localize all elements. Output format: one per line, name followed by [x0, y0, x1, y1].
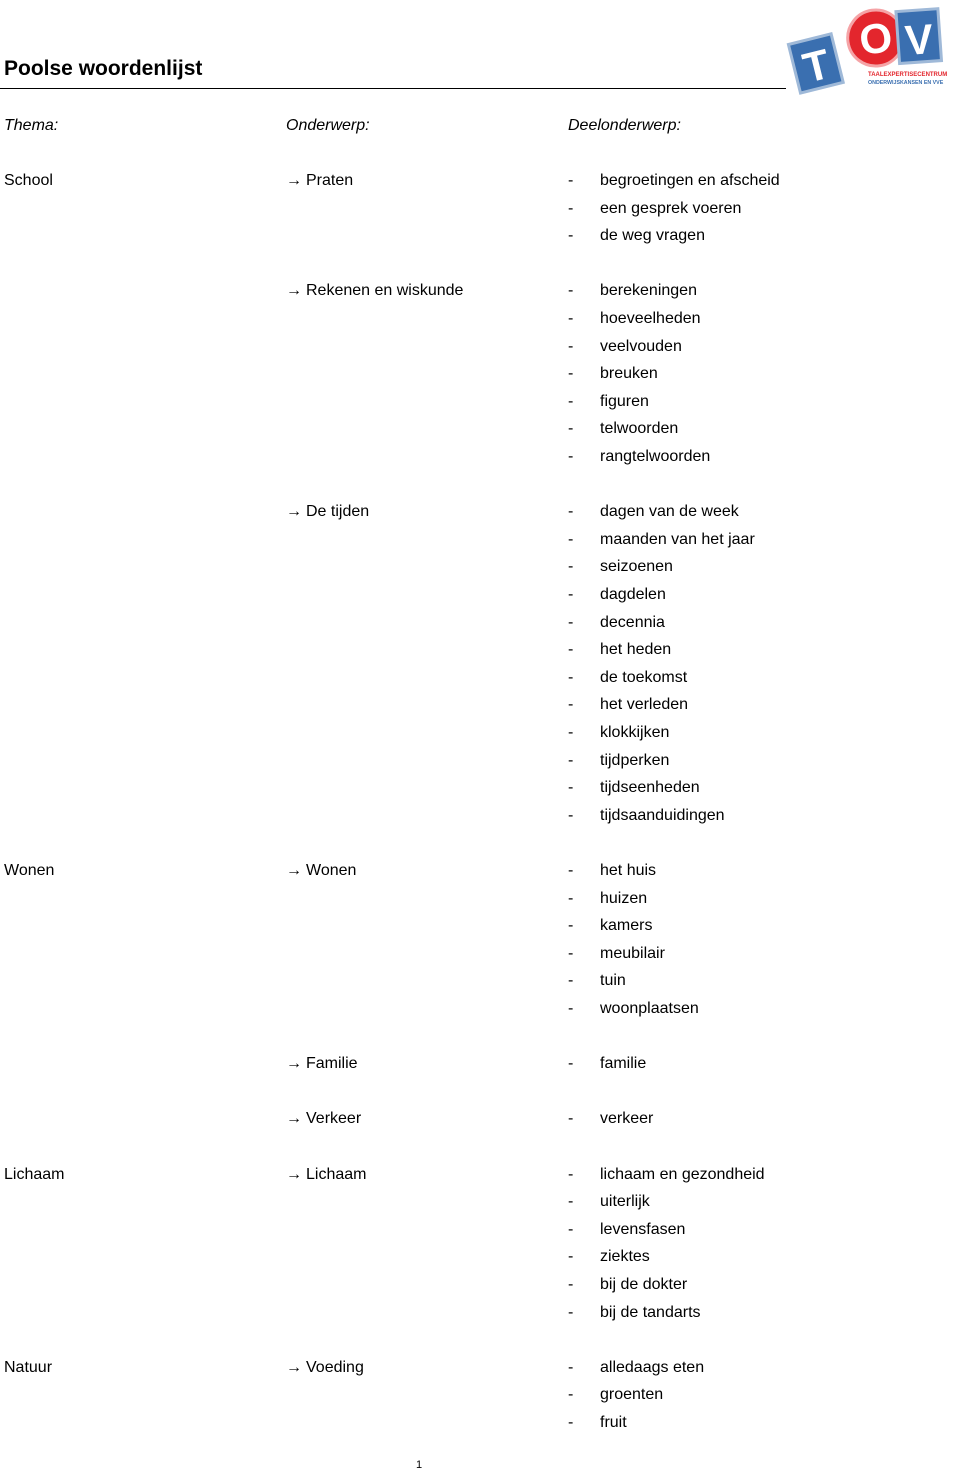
list-bullet: -	[568, 392, 574, 410]
list-item: decennia	[600, 613, 665, 631]
list-item: telwoorden	[600, 420, 679, 438]
page-number: 1	[416, 1459, 423, 1471]
list-item: huizen	[600, 889, 648, 907]
onderwerp-text: Rekenen en wiskunde	[306, 282, 464, 300]
thema-label: Lichaam	[4, 1165, 65, 1183]
title-rule	[0, 88, 786, 89]
header-thema: Thema:	[4, 117, 59, 134]
thema-label: Natuur	[4, 1358, 53, 1376]
svg-text:V: V	[903, 15, 935, 64]
list-bullet: -	[568, 227, 574, 245]
list-bullet: -	[568, 1193, 574, 1211]
list-item: maanden van het jaar	[600, 530, 755, 548]
list-bullet: -	[568, 337, 574, 355]
list-item: berekeningen	[600, 282, 697, 300]
list-bullet: -	[568, 1303, 574, 1321]
list-bullet: -	[568, 1110, 574, 1128]
arrow-right-icon: →	[286, 1358, 302, 1376]
list-item: begroetingen en afscheid	[600, 172, 780, 189]
list-bullet: -	[568, 172, 574, 189]
list-item: tijdperken	[600, 751, 670, 769]
list-item: groenten	[600, 1386, 664, 1404]
list-item: seizoenen	[600, 558, 673, 576]
list-bullet: -	[568, 1000, 574, 1017]
list-bullet: -	[568, 448, 574, 465]
list-item: alledaags eten	[600, 1358, 705, 1376]
list-item: familie	[600, 1055, 647, 1073]
list-item: uiterlijk	[600, 1193, 650, 1211]
list-item: levensfasen	[600, 1220, 686, 1238]
list-item: het heden	[600, 641, 672, 659]
list-bullet: -	[568, 1165, 574, 1183]
list-bullet: -	[568, 889, 574, 907]
arrow-right-icon: →	[286, 1110, 302, 1128]
onderwerp-label	[286, 172, 353, 190]
list-item: tijdseenheden	[600, 779, 700, 797]
list-bullet: -	[568, 1358, 574, 1376]
onderwerp-text: Verkeer	[306, 1110, 362, 1128]
list-bullet: -	[568, 779, 574, 797]
list-bullet: -	[568, 586, 574, 603]
list-item: klokkijken	[600, 724, 670, 741]
svg-text:O: O	[856, 12, 896, 65]
list-bullet: -	[568, 1055, 574, 1073]
list-item: de toekomst	[600, 668, 688, 686]
list-item: bij de tandarts	[600, 1303, 701, 1321]
list-item: verkeer	[600, 1110, 654, 1128]
list-bullet: -	[568, 1248, 574, 1266]
list-bullet: -	[568, 862, 574, 879]
list-item: fruit	[600, 1414, 627, 1431]
list-bullet: -	[568, 503, 574, 521]
list-item: rangtelwoorden	[600, 448, 711, 465]
list-item: dagen van de week	[600, 503, 739, 521]
onderwerp-text: Voeding	[306, 1358, 364, 1376]
onderwerp-text: Familie	[306, 1055, 358, 1073]
arrow-right-icon: →	[286, 503, 302, 521]
list-bullet: -	[568, 558, 574, 576]
list-bullet: -	[568, 668, 574, 686]
arrow-right-icon: →	[286, 1165, 302, 1183]
list-item: kamers	[600, 917, 653, 935]
arrow-right-icon: →	[286, 862, 302, 879]
onderwerp-text: Wonen	[306, 862, 357, 879]
onderwerp-text: De tijden	[306, 503, 370, 521]
list-item: hoeveelheden	[600, 310, 701, 327]
list-bullet: -	[568, 310, 574, 327]
list-bullet: -	[568, 641, 574, 659]
list-item: lichaam en gezondheid	[600, 1165, 765, 1183]
arrow-right-icon: →	[286, 282, 302, 300]
list-bullet: -	[568, 282, 574, 300]
list-bullet: -	[568, 365, 574, 383]
list-bullet: -	[568, 724, 574, 741]
thema-label: Wonen	[4, 862, 55, 879]
onderwerp-text: Lichaam	[306, 1165, 367, 1183]
list-item: figuren	[600, 392, 649, 410]
list-bullet: -	[568, 1220, 574, 1238]
list-item: tijdsaanduidingen	[600, 806, 725, 824]
onderwerp-label	[286, 503, 369, 521]
list-item: het huis	[600, 862, 657, 879]
list-bullet: -	[568, 917, 574, 935]
list-bullet: -	[568, 751, 574, 769]
arrow-right-icon: →	[286, 1055, 302, 1073]
arrow-right-icon: →	[286, 172, 302, 189]
list-bullet: -	[568, 530, 574, 548]
list-item: veelvouden	[600, 337, 682, 355]
list-bullet: -	[568, 944, 574, 962]
onderwerp-label	[286, 1055, 358, 1073]
onderwerp-label	[286, 282, 463, 300]
list-item: tuin	[600, 972, 626, 990]
list-bullet: -	[568, 1386, 574, 1404]
thema-label: School	[4, 172, 53, 189]
list-bullet: -	[568, 1414, 574, 1431]
list-item: een gesprek voeren	[600, 199, 742, 217]
onderwerp-label	[286, 1359, 364, 1377]
list-item: dagdelen	[600, 586, 666, 603]
list-bullet: -	[568, 420, 574, 438]
list-item: ziektes	[600, 1248, 650, 1266]
list-bullet: -	[568, 1276, 574, 1293]
logo-sub1: TAALEXPERTISECENTRUM	[868, 72, 948, 78]
svg-text:T: T	[798, 39, 835, 92]
list-item: bij de dokter	[600, 1276, 688, 1293]
list-bullet: -	[568, 199, 574, 217]
onderwerp-label	[286, 1110, 361, 1128]
list-bullet: -	[568, 806, 574, 824]
list-bullet: -	[568, 696, 574, 714]
onderwerp-label	[286, 1166, 366, 1184]
list-item: breuken	[600, 365, 658, 383]
list-item: meubilair	[600, 944, 665, 962]
header-deelonderwerp: Deelonderwerp:	[568, 117, 681, 134]
onderwerp-label	[286, 862, 356, 880]
page-title: Poolse woordenlijst	[4, 57, 203, 80]
list-item: het verleden	[600, 696, 689, 714]
tov-logo	[782, 0, 958, 106]
list-item: de weg vragen	[600, 227, 705, 245]
list-bullet: -	[568, 972, 574, 990]
onderwerp-text: Praten	[306, 172, 354, 189]
list-bullet: -	[568, 613, 574, 631]
logo-sub2: ONDERWIJSKANSEN EN VVE	[868, 80, 944, 86]
header-onderwerp: Onderwerp:	[286, 117, 370, 134]
list-item: woonplaatsen	[600, 1000, 699, 1017]
